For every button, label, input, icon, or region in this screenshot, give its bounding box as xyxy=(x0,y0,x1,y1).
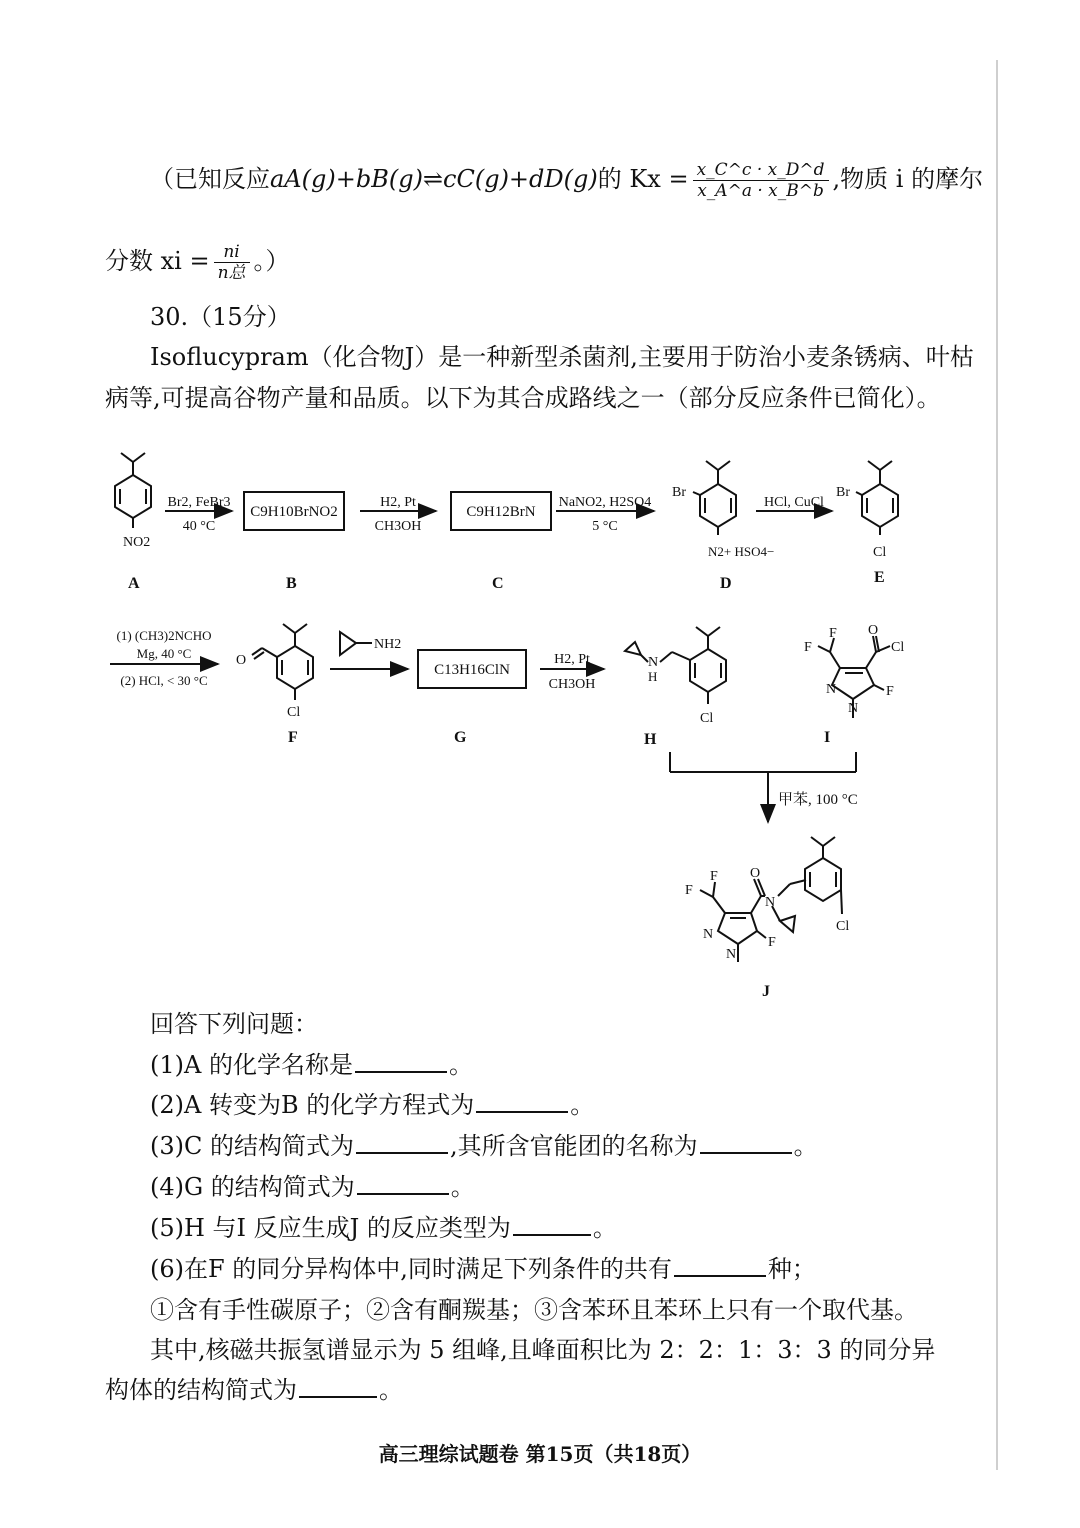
sub-question-1 xyxy=(150,1048,473,1082)
compound-h-structure xyxy=(625,627,726,704)
cond-g-h-bottom: CH3OH xyxy=(548,677,596,692)
answer-blank-3a[interactable] xyxy=(356,1130,448,1154)
cond-h-i-j: 甲苯, 100 °C xyxy=(778,792,858,808)
label-e: E xyxy=(874,569,885,586)
cond-c-d-bottom: 5 °C xyxy=(592,519,618,534)
cond-c-d-top: NaNO2, H2SO4 xyxy=(558,495,652,510)
known-note-prefix: （已知反应 xyxy=(150,165,270,193)
kx-label: 的 Kx = xyxy=(597,165,689,193)
sub-question-3 xyxy=(150,1129,818,1163)
atom-h-h: H xyxy=(648,669,658,684)
label-b: B xyxy=(286,575,297,592)
known-note-end: 。） xyxy=(253,247,290,275)
sub-question-4 xyxy=(150,1170,475,1204)
cond-b-c-top: H2, Pt xyxy=(380,495,416,510)
atom-cl-f: Cl xyxy=(287,705,301,720)
answer-blank-6[interactable] xyxy=(674,1253,766,1277)
atom-no2: NO2 xyxy=(123,535,151,550)
sub-question-5-text: (5)H 与I 反应生成J 的反应类型为 xyxy=(150,1214,511,1242)
box-b-formula: C9H10BrNO2 xyxy=(250,504,338,520)
cond-d-e-top: HCl, CuCl xyxy=(764,495,824,510)
atom-f-i-3: F xyxy=(886,684,894,699)
atom-o-f: O xyxy=(236,653,247,668)
box-c-formula: C9H12BrN xyxy=(466,504,536,520)
atom-o-i: O xyxy=(868,623,879,638)
atom-n-j-ring: N xyxy=(703,927,714,942)
compound-f-structure xyxy=(252,624,313,700)
cond-g-h-top: H2, Pt xyxy=(554,652,590,667)
label-j: J xyxy=(762,983,770,1000)
known-note-line2 xyxy=(105,242,290,283)
cyclopropylamine-structure xyxy=(340,632,372,655)
reagent-nh2: NH2 xyxy=(374,637,402,652)
compound-d-structure xyxy=(693,461,736,535)
kx-denominator: x_A^a · x_B^b xyxy=(697,181,824,201)
xi-denominator: n总 xyxy=(217,263,246,283)
question-intro-line1: Isoflucypram（化合物J）是一种新型杀菌剂,主要用于防治小麦条锈病、叶枯 xyxy=(150,343,974,371)
sub-question-2-text: (2)A 转变为B 的化学方程式为 xyxy=(150,1091,475,1119)
sub-question-2-end: 。 xyxy=(570,1091,595,1119)
atom-br-d: Br xyxy=(672,485,686,500)
answer-blank-4[interactable] xyxy=(357,1171,449,1195)
label-i: I xyxy=(824,729,831,746)
sub-question-3-text: (3)C 的结构简式为 xyxy=(150,1132,354,1160)
sub-question-4-text: (4)G 的结构简式为 xyxy=(150,1173,355,1201)
atom-cl-j: Cl xyxy=(836,919,850,934)
xi-label: 分数 xi = xyxy=(105,247,210,275)
atom-cl-e: Cl xyxy=(873,545,887,560)
label-h: H xyxy=(644,731,657,748)
sub-question-4-end: 。 xyxy=(450,1173,475,1201)
atom-o-j: O xyxy=(750,866,761,881)
sub-question-2 xyxy=(150,1088,594,1122)
cond-a-b-bottom: 40 °C xyxy=(182,519,216,534)
nmr-line2-end: 。 xyxy=(379,1376,403,1404)
atom-n-j: N xyxy=(765,895,776,910)
cond-b-c-bottom: CH3OH xyxy=(374,519,422,534)
answer-blank-2[interactable] xyxy=(476,1089,568,1113)
kx-fraction xyxy=(693,160,829,201)
kx-numerator: x_C^c · x_D^d xyxy=(693,160,829,181)
atom-f-j-1: F xyxy=(685,883,693,898)
page-footer: 高三理综试题卷 第15页（共18页） xyxy=(378,1442,702,1466)
atom-f-j-2: F xyxy=(710,869,718,884)
answer-blank-3b[interactable] xyxy=(700,1130,792,1154)
atom-n-i: N xyxy=(826,682,837,697)
sub-question-5 xyxy=(150,1211,617,1245)
answer-blank-1[interactable] xyxy=(355,1049,447,1073)
sub-question-3-mid: ,其所含官能团的名称为 xyxy=(450,1132,698,1160)
synthesis-scheme xyxy=(0,430,1000,1010)
atom-br-e: Br xyxy=(836,485,850,500)
label-a: A xyxy=(128,575,140,592)
cond-a-b-top: Br2, FeBr3 xyxy=(167,495,231,510)
answer-prompt: 回答下列问题： xyxy=(150,1010,318,1038)
label-f: F xyxy=(288,729,298,746)
known-reaction: aA(g)+bB(g)⇌cC(g)+dD(g) xyxy=(270,165,598,193)
xi-numerator: ni xyxy=(214,242,250,263)
sub-question-6-end: 种； xyxy=(767,1255,816,1283)
answer-blank-7[interactable] xyxy=(299,1374,377,1398)
atom-cl-i: Cl xyxy=(891,640,905,655)
known-note-suffix: ,物质 i 的摩尔 xyxy=(832,165,984,193)
sub-question-1-end: 。 xyxy=(448,1051,473,1079)
sub-question-5-end: 。 xyxy=(592,1214,617,1242)
atom-f-j-3: F xyxy=(768,935,776,950)
question-intro-line2: 病等,可提高谷物产量和品质。以下为其合成路线之一（部分反应条件已简化）。 xyxy=(105,384,941,412)
compound-a-structure xyxy=(115,453,151,528)
sub-question-1-text: (1)A 的化学名称是 xyxy=(150,1051,353,1079)
atom-f-i-1: F xyxy=(804,640,812,655)
nmr-line2-text: 构体的结构简式为 xyxy=(105,1376,297,1404)
box-g-formula: C13H16ClN xyxy=(434,662,510,678)
sub-question-3-end: 。 xyxy=(793,1132,818,1160)
atom-n-j-2: N xyxy=(726,947,737,962)
isomer-conditions: ①含有手性碳原子；②含有酮羰基；③含苯环且苯环上只有一个取代基。 xyxy=(150,1296,918,1324)
atom-cl-h: Cl xyxy=(700,711,714,726)
nmr-line1: 其中,核磁共振氢谱显示为 5 组峰,且峰面积比为 2：2：1：3：3 的同分异 xyxy=(150,1336,936,1364)
known-note-line1 xyxy=(150,160,983,201)
answer-blank-5[interactable] xyxy=(513,1212,591,1236)
cond-e-f-1: (1) (CH3)2NCHO xyxy=(116,628,212,643)
cond-e-f-3: (2) HCl, < 30 °C xyxy=(120,673,208,688)
sub-question-6 xyxy=(150,1252,816,1286)
label-g: G xyxy=(454,729,467,746)
label-c: C xyxy=(492,575,504,592)
atom-diazonium: N2+ HSO4− xyxy=(708,544,775,559)
label-d: D xyxy=(720,575,732,592)
nmr-line2 xyxy=(105,1373,403,1407)
compound-e-structure xyxy=(856,461,898,535)
question-number: 30.（15分） xyxy=(150,303,291,331)
xi-fraction xyxy=(214,242,250,283)
atom-n-h: N xyxy=(648,655,659,670)
cond-e-f-2: Mg, 40 °C xyxy=(136,646,192,661)
sub-question-6-text: (6)在F 的同分异构体中,同时满足下列条件的共有 xyxy=(150,1255,672,1283)
atom-n-i-2: N xyxy=(848,701,859,716)
atom-f-i-2: F xyxy=(829,626,837,641)
